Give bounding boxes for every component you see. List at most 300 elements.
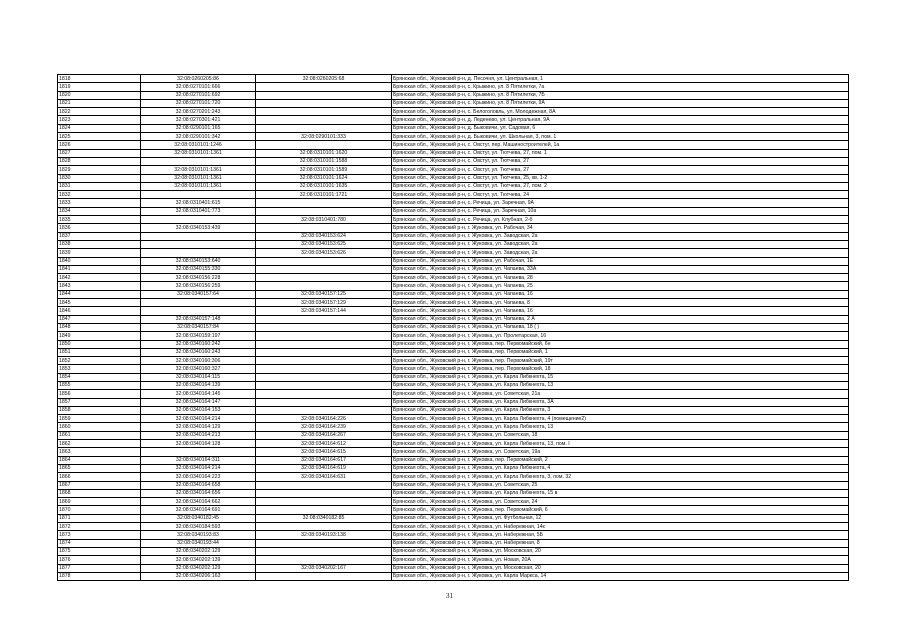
row-number-cell: 1851 (58, 348, 141, 356)
address-cell: Брянская обл., Жуковский р-н, г. Жуковка, ул. Московская, 20 (392, 547, 849, 555)
cadastral-number-building-cell: 32:08:0340202:167 (256, 564, 392, 572)
cadastral-number-land-cell (141, 157, 256, 165)
table-row (58, 464, 849, 472)
address-cell: Брянская обл., Жуковский р-н, г. Жуковка, ул. Чапаева, 16 (392, 307, 849, 315)
cadastral-number-building-cell: 32:08:0340164:267 (256, 431, 392, 439)
address-cell: Брянская обл., Жуковский р-н, с. Белоголовль, ул. Молодежная, 8А (392, 108, 849, 116)
row-number-cell: 1867 (58, 481, 141, 489)
address-cell: Брянская обл., Жуковский р-н, г. Жуковка, ул. Чапаева, 28 (392, 274, 849, 282)
table-row (58, 481, 849, 489)
address-cell: Брянская обл., Жуковский р-н, г. Жуковка, ул. Чапаева, 2 А (392, 315, 849, 323)
cadastral-number-land-cell: 32:08:0340164:128 (141, 440, 256, 448)
address-cell: Брянская обл., Жуковский р-н, г. Жуковка, ул. Рабочая, 1Е (392, 257, 849, 265)
cadastral-number-land-cell: 32:08:0310101:1361 (141, 182, 256, 190)
row-number-cell: 1870 (58, 506, 141, 514)
cadastral-number-building-cell: 32:08:0340164:619 (256, 464, 392, 472)
cadastral-number-building-cell (256, 489, 392, 497)
cadastral-number-land-cell (141, 249, 256, 257)
table-row (58, 456, 849, 464)
cadastral-number-building-cell (256, 572, 392, 580)
cadastral-number-land-cell: 32:08:0310101:1361 (141, 166, 256, 174)
row-number-cell: 1825 (58, 133, 141, 141)
row-number-cell: 1866 (58, 473, 141, 481)
row-number-cell: 1819 (58, 83, 141, 91)
cadastral-number-land-cell: 32:08:0340164:311 (141, 456, 256, 464)
cadastral-number-land-cell: 32:08:0340164:214 (141, 464, 256, 472)
cadastral-number-building-cell: 32:08:0310401:780 (256, 216, 392, 224)
table-row (58, 373, 849, 381)
row-number-cell: 1830 (58, 174, 141, 182)
cadastral-number-land-cell: 32:08:0270101:720 (141, 99, 256, 107)
address-cell: Брянская обл., Жуковский р-н, г. Жуковка, ул. Советская, 21а (392, 390, 849, 398)
row-number-cell: 1864 (58, 456, 141, 464)
cadastral-number-land-cell: 32:08:0340164:153 (141, 406, 256, 414)
cadastral-number-land-cell: 32:08:0270301:421 (141, 116, 256, 124)
table-row (58, 174, 849, 182)
table-row (58, 390, 849, 398)
row-number-cell: 1853 (58, 365, 141, 373)
address-cell: Брянская обл., Жуковский р-н, г. Жуковка, ул. Карла Либкнехта, 3 (392, 406, 849, 414)
cadastral-number-land-cell: 32:08:0340164:139 (141, 381, 256, 389)
cadastral-number-land-cell: 32:08:0340164:213 (141, 431, 256, 439)
table-row (58, 141, 849, 149)
address-cell: Брянская обл., Жуковский р-н, г. Жуковка, ул. Карла Либкнехта, 3А (392, 398, 849, 406)
row-number-cell: 1820 (58, 91, 141, 99)
row-number-cell: 1860 (58, 423, 141, 431)
table-row (58, 91, 849, 99)
table-row (58, 232, 849, 240)
cadastral-number-building-cell (256, 357, 392, 365)
table-row (58, 357, 849, 365)
address-cell: Брянская обл., Жуковский р-н, д. Быковичи, ул. Школьная, 3, пом. 1 (392, 133, 849, 141)
row-number-cell: 1857 (58, 398, 141, 406)
table-row (58, 415, 849, 423)
cadastral-number-building-cell: 32:08:0340164:617 (256, 456, 392, 464)
cadastral-number-building-cell (256, 498, 392, 506)
cadastral-number-land-cell: 32:08:0340156:259 (141, 282, 256, 290)
row-number-cell: 1841 (58, 265, 141, 273)
row-number-cell: 1868 (58, 489, 141, 497)
cadastral-number-land-cell: 32:08:0340157:84 (141, 323, 256, 331)
row-number-cell: 1840 (58, 257, 141, 265)
table-row (58, 149, 849, 157)
cadastral-number-land-cell: 32:08:0270201:243 (141, 108, 256, 116)
cadastral-number-land-cell: 32:08:0340157:148 (141, 315, 256, 323)
cadastral-number-land-cell: 32:08:0340164:658 (141, 481, 256, 489)
cadastral-number-building-cell (256, 523, 392, 531)
address-cell: Брянская обл., Жуковский р-н, г. Жуковка, пер. Первомайский, 2 (392, 456, 849, 464)
row-number-cell: 1847 (58, 315, 141, 323)
table-row (58, 547, 849, 555)
cadastral-number-building-cell (256, 108, 392, 116)
address-cell: Брянская обл., Жуковский р-н, г. Жуковка, ул. Набережная, 8 (392, 539, 849, 547)
row-number-cell: 1835 (58, 216, 141, 224)
row-number-cell: 1872 (58, 523, 141, 531)
row-number-cell: 1818 (58, 75, 141, 83)
table-row (58, 216, 849, 224)
cadastral-number-building-cell: 32:08:0340153:624 (256, 232, 392, 240)
address-cell: Брянская обл., Жуковский р-н, г. Жуковка, ул. Советская, 25 (392, 481, 849, 489)
table-row (58, 224, 849, 232)
row-number-cell: 1831 (58, 182, 141, 190)
address-cell: Брянская обл., Жуковский р-н, г. Жуковка, ул. Заводская, 2а (392, 240, 849, 248)
table-row (58, 489, 849, 497)
row-number-cell: 1854 (58, 373, 141, 381)
cadastral-number-building-cell: 32:08:0340182:85 (256, 514, 392, 522)
cadastral-number-building-cell (256, 547, 392, 555)
cadastral-number-land-cell: 32:08:0340157:64 (141, 290, 256, 298)
row-number-cell: 1858 (58, 406, 141, 414)
page-number: 31 (446, 592, 453, 600)
address-cell: Брянская обл., Жуковский р-н, д. Песочня, ул. Центральная, 1 (392, 75, 849, 83)
cadastral-number-building-cell: 32:08:0340157:125 (256, 290, 392, 298)
cadastral-number-land-cell: 32:08:0340160:327 (141, 365, 256, 373)
table-row (58, 315, 849, 323)
table-row (58, 506, 849, 514)
address-cell: Брянская обл., Жуковский р-н, г. Жуковка, пер. Первомайский, 6н (392, 340, 849, 348)
cadastral-number-land-cell: 32:08:0340155:330 (141, 265, 256, 273)
cadastral-number-land-cell: 32:08:0340164:223 (141, 473, 256, 481)
cadastral-number-land-cell (141, 448, 256, 456)
row-number-cell: 1855 (58, 381, 141, 389)
cadastral-number-land-cell: 32:08:0260205:86 (141, 75, 256, 83)
cadastral-number-building-cell: 32:08:0310101:1589 (256, 166, 392, 174)
cadastral-number-building-cell (256, 381, 392, 389)
address-cell: Брянская обл., Жуковский р-н, г. Жуковка, ул. Заводская, 2а (392, 232, 849, 240)
cadastral-number-land-cell: 32:08:0340202:139 (141, 556, 256, 564)
cadastral-number-land-cell: 32:08:0270101:666 (141, 83, 256, 91)
cadastral-number-building-cell (256, 398, 392, 406)
table-row (58, 191, 849, 199)
cadastral-number-land-cell: 32:08:0340193:83 (141, 531, 256, 539)
row-number-cell: 1823 (58, 116, 141, 124)
cadastral-number-building-cell (256, 141, 392, 149)
cadastral-number-land-cell: 32:08:0340202:129 (141, 564, 256, 572)
address-cell: Брянская обл., Жуковский р-н, г. Жуковка, ул. Чапаева, 33А (392, 265, 849, 273)
table-row (58, 323, 849, 331)
cadastral-number-building-cell (256, 506, 392, 514)
cadastral-number-building-cell: 32:08:0310101:1635 (256, 182, 392, 190)
cadastral-number-land-cell (141, 191, 256, 199)
table-row (58, 133, 849, 141)
cadastral-number-building-cell (256, 556, 392, 564)
row-number-cell: 1829 (58, 166, 141, 174)
cadastral-number-land-cell: 32:08:0340153:439 (141, 224, 256, 232)
cadastral-number-building-cell (256, 365, 392, 373)
cadastral-number-building-cell: 32:08:0310101:1624 (256, 174, 392, 182)
address-cell: Брянская обл., Жуковский р-н, г. Жуковка, ул. Московская, 20 (392, 564, 849, 572)
address-cell: Брянская обл., Жуковский р-н, г. Жуковка, пер. Первомайский, 18 (392, 365, 849, 373)
cadastral-number-land-cell: 32:08:0340184:593 (141, 523, 256, 531)
table-row (58, 564, 849, 572)
address-cell: Брянская обл., Жуковский р-н, с. Крыжино, ул. 8 Пятилетки, 9А (392, 99, 849, 107)
table-row (58, 124, 849, 132)
table-row (58, 340, 849, 348)
address-cell: Брянская обл., Жуковский р-н, г. Жуковка, ул. Чапаева, 16 (392, 290, 849, 298)
row-number-cell: 1846 (58, 307, 141, 315)
table-row (58, 307, 849, 315)
cadastral-number-land-cell: 32:08:0340164:145 (141, 390, 256, 398)
cadastral-number-building-cell: 32:08:0340164:612 (256, 440, 392, 448)
table-row (58, 257, 849, 265)
cadastral-number-land-cell: 32:08:0310101:1361 (141, 174, 256, 182)
cadastral-number-building-cell (256, 83, 392, 91)
table-row (58, 514, 849, 522)
cadastral-number-land-cell: 32:08:0340164:656 (141, 489, 256, 497)
address-cell: Брянская обл., Жуковский р-н, с. Овстуг, ул. Тютчева, 27, пом. 2 (392, 182, 849, 190)
table-row (58, 108, 849, 116)
row-number-cell: 1824 (58, 124, 141, 132)
table-row (58, 398, 849, 406)
row-number-cell: 1878 (58, 572, 141, 580)
table-row (58, 249, 849, 257)
address-cell: Брянская обл., Жуковский р-н, г. Жуковка, ул. Советская, 18 (392, 431, 849, 439)
cadastral-number-building-cell: 32:08:0340164:239 (256, 423, 392, 431)
row-number-cell: 1849 (58, 332, 141, 340)
cadastral-number-land-cell: 32:08:0340206:163 (141, 572, 256, 580)
cadastral-number-land-cell: 32:08:0340156:228 (141, 274, 256, 282)
cadastral-number-land-cell: 32:08:0340160:306 (141, 357, 256, 365)
table-row (58, 99, 849, 107)
table-row (58, 431, 849, 439)
table-row (58, 498, 849, 506)
cadastral-number-land-cell: 32:08:0290101:342 (141, 133, 256, 141)
table-row (58, 523, 849, 531)
table-row (58, 440, 849, 448)
cadastral-number-building-cell (256, 91, 392, 99)
address-cell: Брянская обл., Жуковский р-н, г. Жуковка, ул. Карла Либкнехта, 4 (помещение2) (392, 415, 849, 423)
address-cell: Брянская обл., Жуковский р-н, г. Жуковка, ул. Чапаева, 25 (392, 282, 849, 290)
cadastral-number-building-cell: 32:08:0340164:615 (256, 448, 392, 456)
cadastral-number-building-cell (256, 332, 392, 340)
row-number-cell: 1844 (58, 290, 141, 298)
address-cell: Брянская обл., Жуковский р-н, с. Речица, ул. Заречная, 9А (392, 199, 849, 207)
table-row (58, 572, 849, 580)
row-number-cell: 1843 (58, 282, 141, 290)
address-cell: Брянская обл., Жуковский р-н, г. Жуковка, ул. Карла Либкнехта, 13 (392, 423, 849, 431)
cadastral-number-land-cell: 32:08:0340160:243 (141, 348, 256, 356)
cadastral-number-building-cell (256, 224, 392, 232)
address-cell: Брянская обл., Жуковский р-н, г. Жуковка, пер. Первомайский, 6 (392, 506, 849, 514)
cadastral-number-building-cell: 32:08:0340164:226 (256, 415, 392, 423)
address-cell: Брянская обл., Жуковский р-н, г. Жуковка, ул. Карла Либкнехта, 3, пом. 32 (392, 473, 849, 481)
address-cell: Брянская обл., Жуковский р-н, г. Жуковка, ул. Карла Либкнехта, 13, пом. I (392, 440, 849, 448)
cadastral-number-land-cell: 32:08:0340164:691 (141, 506, 256, 514)
cadastral-number-building-cell: 32:08:0340157:129 (256, 299, 392, 307)
table-row (58, 83, 849, 91)
cadastral-number-land-cell: 32:08:0340193:44 (141, 539, 256, 547)
row-number-cell: 1822 (58, 108, 141, 116)
row-number-cell: 1842 (58, 274, 141, 282)
row-number-cell: 1836 (58, 224, 141, 232)
row-number-cell: 1848 (58, 323, 141, 331)
cadastral-number-land-cell: 32:08:0340164:115 (141, 373, 256, 381)
address-cell: Брянская обл., Жуковский р-н, г. Жуковка, ул. Набережная, 5Б (392, 531, 849, 539)
cadastral-number-building-cell (256, 124, 392, 132)
cadastral-number-land-cell: 32:08:0340182:45 (141, 514, 256, 522)
cadastral-number-building-cell (256, 282, 392, 290)
cadastral-number-building-cell: 32:08:0260205:68 (256, 75, 392, 83)
address-cell: Брянская обл., Жуковский р-н, д. Леденево, ул. Центральная, 9А (392, 116, 849, 124)
address-cell: Брянская обл., Жуковский р-н, г. Жуковка, ул. Карла Либкнехта, 15 в (392, 489, 849, 497)
table-row (58, 290, 849, 298)
cadastral-number-building-cell: 32:08:0310101:1620 (256, 149, 392, 157)
row-number-cell: 1862 (58, 440, 141, 448)
cadastral-number-land-cell: 32:08:0340202:129 (141, 547, 256, 555)
table-row (58, 448, 849, 456)
table-row (58, 157, 849, 165)
address-cell: Брянская обл., Жуковский р-н, с. Крыжино, ул. 8 Пятилетки, 7а (392, 83, 849, 91)
address-cell: Брянская обл., Жуковский р-н, с. Крыжино, ул. 8 Пятилетки, 7Б (392, 91, 849, 99)
address-cell: Брянская обл., Жуковский р-н, с. Речица, ул. Заречная, 10а (392, 207, 849, 215)
cadastral-number-land-cell: 32:08:0310101:1361 (141, 149, 256, 157)
row-number-cell: 1827 (58, 149, 141, 157)
row-number-cell: 1839 (58, 249, 141, 257)
cadastral-number-building-cell (256, 340, 392, 348)
address-cell: Брянская обл., Жуковский р-н, д. Быковичи, ул. Садовая, 6 (392, 124, 849, 132)
row-number-cell: 1833 (58, 199, 141, 207)
table-row (58, 406, 849, 414)
cadastral-number-land-cell: 32:08:0340164:147 (141, 398, 256, 406)
address-cell: Брянская обл., Жуковский р-н, г. Жуковка, ул. Футбольная, 12 (392, 514, 849, 522)
cadastral-number-building-cell: 32:08:0340193:138 (256, 531, 392, 539)
cadastral-number-building-cell (256, 274, 392, 282)
cadastral-number-land-cell (141, 307, 256, 315)
cadastral-number-land-cell (141, 299, 256, 307)
cadastral-number-land-cell: 32:08:0310401:773 (141, 207, 256, 215)
cadastral-number-building-cell (256, 481, 392, 489)
table-row (58, 199, 849, 207)
cadastral-number-land-cell: 32:08:0270101:692 (141, 91, 256, 99)
cadastral-number-building-cell (256, 390, 392, 398)
cadastral-number-building-cell (256, 323, 392, 331)
cadastral-number-land-cell: 32:08:0340164:662 (141, 498, 256, 506)
row-number-cell: 1856 (58, 390, 141, 398)
cadastral-number-land-cell (141, 216, 256, 224)
address-cell: Брянская обл., Жуковский р-н, г. Жуковка, ул. Пролетарская, 16 (392, 332, 849, 340)
row-number-cell: 1837 (58, 232, 141, 240)
address-cell: Брянская обл., Жуковский р-н, с. Речица, ул. Клубная, 2-б (392, 216, 849, 224)
row-number-cell: 1850 (58, 340, 141, 348)
table-row (58, 166, 849, 174)
row-number-cell: 1874 (58, 539, 141, 547)
cadastral-number-building-cell (256, 315, 392, 323)
row-number-cell: 1877 (58, 564, 141, 572)
cadastral-number-land-cell: 32:08:0340159:197 (141, 332, 256, 340)
row-number-cell: 1821 (58, 99, 141, 107)
cadastral-number-building-cell (256, 539, 392, 547)
row-number-cell: 1832 (58, 191, 141, 199)
table-row (58, 274, 849, 282)
cadastral-number-land-cell: 32:08:0340164:214 (141, 415, 256, 423)
table-row (58, 240, 849, 248)
table-row (58, 531, 849, 539)
cadastral-number-land-cell (141, 232, 256, 240)
row-number-cell: 1875 (58, 547, 141, 555)
row-number-cell: 1863 (58, 448, 141, 456)
address-cell: Брянская обл., Жуковский р-н, г. Жуковка, ул. Карла Либкнехта, 15 (392, 373, 849, 381)
table-row (58, 423, 849, 431)
table-row (58, 556, 849, 564)
address-cell: Брянская обл., Жуковский р-н, г. Жуковка, ул. Рабочая, 34 (392, 224, 849, 232)
row-number-cell: 1861 (58, 431, 141, 439)
cadastral-number-land-cell: 32:08:0310101:1246 (141, 141, 256, 149)
cadastral-number-building-cell: 32:08:0340153:626 (256, 249, 392, 257)
table-row (58, 182, 849, 190)
row-number-cell: 1865 (58, 464, 141, 472)
row-number-cell: 1826 (58, 141, 141, 149)
address-cell: Брянская обл., Жуковский р-н, с. Овстуг, ул. Тютчева, 27 (392, 166, 849, 174)
cadastral-number-building-cell (256, 406, 392, 414)
row-number-cell: 1869 (58, 498, 141, 506)
table-row (58, 207, 849, 215)
address-cell: Брянская обл., Жуковский р-н, г. Жуковка, ул. Советская, 19а (392, 448, 849, 456)
table-row (58, 539, 849, 547)
table-row (58, 282, 849, 290)
row-number-cell: 1873 (58, 531, 141, 539)
row-number-cell: 1845 (58, 299, 141, 307)
row-number-cell: 1871 (58, 514, 141, 522)
table-row (58, 473, 849, 481)
property-register-table (57, 74, 849, 581)
table-row (58, 332, 849, 340)
cadastral-number-building-cell (256, 199, 392, 207)
cadastral-number-building-cell: 32:08:0310101:1588 (256, 157, 392, 165)
row-number-cell: 1852 (58, 357, 141, 365)
table-body (58, 75, 849, 581)
address-cell: Брянская обл., Жуковский р-н, г. Жуковка, ул. Чапаева, 18 ( ) (392, 323, 849, 331)
address-cell: Брянская обл., Жуковский р-н, г. Жуковка, ул. Советская, 24 (392, 498, 849, 506)
address-cell: Брянская обл., Жуковский р-н, с. Овстуг, ул. Тютчева, 25, кв. 1-2 (392, 174, 849, 182)
cadastral-number-land-cell: 32:08:0340153:640 (141, 257, 256, 265)
cadastral-number-building-cell (256, 116, 392, 124)
cadastral-number-building-cell: 32:08:0340157:144 (256, 307, 392, 315)
cadastral-number-building-cell (256, 373, 392, 381)
row-number-cell: 1859 (58, 415, 141, 423)
cadastral-number-building-cell: 32:08:0290101:333 (256, 133, 392, 141)
address-cell: Брянская обл., Жуковский р-н, г. Жуковка, ул. Карла Либкнехта, 4 (392, 464, 849, 472)
address-cell: Брянская обл., Жуковский р-н, г. Жуковка, пер. Первомайский, 19т (392, 357, 849, 365)
cadastral-number-building-cell (256, 99, 392, 107)
address-cell: Брянская обл., Жуковский р-н, г. Жуковка, пер. Первомайский, 1 (392, 348, 849, 356)
address-cell: Брянская обл., Жуковский р-н, г. Жуковка, ул. Карла Либкнехта, 13 (392, 381, 849, 389)
cadastral-number-land-cell: 32:08:0340160:242 (141, 340, 256, 348)
row-number-cell: 1828 (58, 157, 141, 165)
table-row (58, 75, 849, 83)
table-row (58, 299, 849, 307)
cadastral-number-land-cell: 32:08:0310401:615 (141, 199, 256, 207)
address-cell: Брянская обл., Жуковский р-н, г. Жуковка, ул. Заводская, 2а (392, 249, 849, 257)
address-cell: Брянская обл., Жуковский р-н, с. Овстуг, пер. Машиностроителей, 1а (392, 141, 849, 149)
table-row (58, 116, 849, 124)
cadastral-number-land-cell (141, 240, 256, 248)
cadastral-number-building-cell (256, 207, 392, 215)
cadastral-number-land-cell: 32:08:0290101:165 (141, 124, 256, 132)
address-cell: Брянская обл., Жуковский р-н, с. Овстуг, ул. Тютчева, 27, пом. 1 (392, 149, 849, 157)
cadastral-number-land-cell: 32:08:0340164:129 (141, 423, 256, 431)
cadastral-number-building-cell (256, 265, 392, 273)
table-row (58, 365, 849, 373)
cadastral-number-building-cell: 32:08:0310101:1721 (256, 191, 392, 199)
cadastral-number-building-cell: 32:08:0340164:631 (256, 473, 392, 481)
address-cell: Брянская обл., Жуковский р-н, с. Овстуг, ул. Тютчева, 24 (392, 191, 849, 199)
table-row (58, 348, 849, 356)
cadastral-number-building-cell (256, 348, 392, 356)
address-cell: Брянская обл., Жуковский р-н, г. Жуковка, ул. Новая, 20А (392, 556, 849, 564)
row-number-cell: 1834 (58, 207, 141, 215)
cadastral-number-building-cell: 32:08:0340153:625 (256, 240, 392, 248)
address-cell: Брянская обл., Жуковский р-н, с. Овстуг, ул. Тютчева, 27 (392, 157, 849, 165)
